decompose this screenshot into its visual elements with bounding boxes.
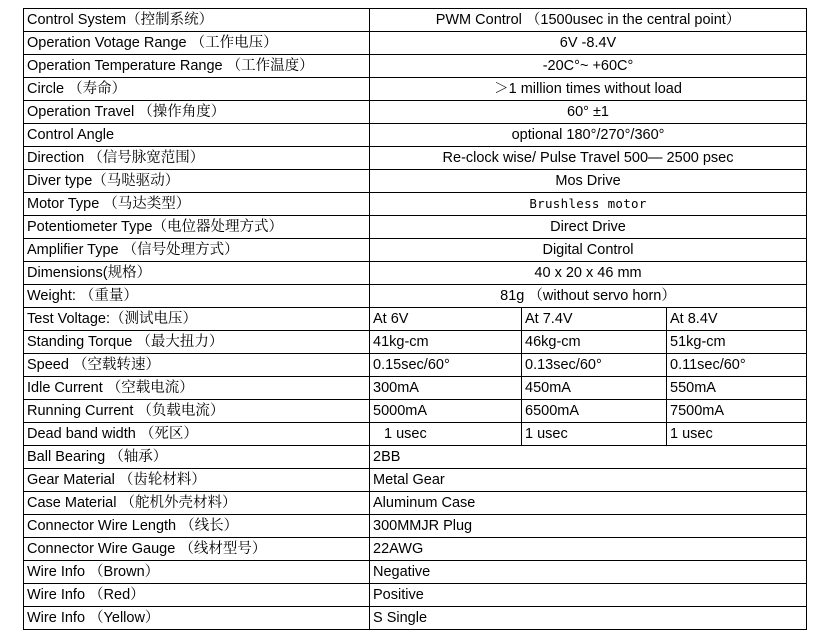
spec-label: Test Voltage:（测试电压） [24, 308, 370, 331]
spec-label: Weight: （重量） [24, 285, 370, 308]
spec-value-8v4: At 8.4V [667, 308, 807, 331]
spec-row-motor-type [24, 193, 807, 216]
spec-label: Case Material （舵机外壳材料） [24, 492, 370, 515]
spec-row-test-voltage [24, 308, 807, 331]
spec-value: Direct Drive [370, 216, 807, 239]
spec-value: 300MMJR Plug [370, 515, 807, 538]
spec-value-7v4: 1 usec [522, 423, 667, 446]
spec-row-wire-info-yellow [24, 607, 807, 630]
spec-row-potentiometer-type [24, 216, 807, 239]
spec-label: Potentiometer Type（电位器处理方式） [24, 216, 370, 239]
spec-label: Control System（控制系统） [24, 9, 370, 32]
spec-row-gear-material [24, 469, 807, 492]
spec-value-8v4: 550mA [667, 377, 807, 400]
spec-value-6v: 41kg-cm [370, 331, 522, 354]
spec-value: Metal Gear [370, 469, 807, 492]
spec-label: Wire Info （Yellow） [24, 607, 370, 630]
spec-row-wire-info-brown [24, 561, 807, 584]
spec-row-ball-bearing [24, 446, 807, 469]
spec-row-standing-torque [24, 331, 807, 354]
spec-value-6v: 0.15sec/60° [370, 354, 522, 377]
spec-value: 60° ±1 [370, 101, 807, 124]
spec-value: Digital Control [370, 239, 807, 262]
spec-row-direction [24, 147, 807, 170]
spec-label: Standing Torque （最大扭力） [24, 331, 370, 354]
spec-value: S Single [370, 607, 807, 630]
spec-row-connector-wire-gauge [24, 538, 807, 561]
spec-label: Amplifier Type （信号处理方式） [24, 239, 370, 262]
spec-row-operation-voltage [24, 32, 807, 55]
spec-label: Diver type（马哒驱动） [24, 170, 370, 193]
spec-value-6v: 300mA [370, 377, 522, 400]
spec-value: Negative [370, 561, 807, 584]
spec-value: 22AWG [370, 538, 807, 561]
spec-row-connector-wire-length [24, 515, 807, 538]
spec-value-7v4: 46kg-cm [522, 331, 667, 354]
spec-value-6v: 5000mA [370, 400, 522, 423]
spec-value-6v: 1 usec [370, 423, 522, 446]
spec-row-amplifier-type [24, 239, 807, 262]
spec-label: Speed （空载转速） [24, 354, 370, 377]
spec-value-7v4: 450mA [522, 377, 667, 400]
spec-label: Connector Wire Gauge （线材型号） [24, 538, 370, 561]
spec-value-7v4: 6500mA [522, 400, 667, 423]
spec-value: 2BB [370, 446, 807, 469]
spec-row-wire-info-red [24, 584, 807, 607]
spec-row-speed [24, 354, 807, 377]
spec-value: ＞1 million times without load [370, 78, 807, 101]
spec-value: -20C°~ +60C° [370, 55, 807, 78]
spec-value: Aluminum Case [370, 492, 807, 515]
spec-value: 40 x 20 x 46 mm [370, 262, 807, 285]
spec-label: Gear Material （齿轮材料） [24, 469, 370, 492]
spec-row-running-current [24, 400, 807, 423]
spec-row-control-system [24, 9, 807, 32]
spec-row-dead-band-width [24, 423, 807, 446]
spec-label: Running Current （负载电流） [24, 400, 370, 423]
spec-value-8v4: 1 usec [667, 423, 807, 446]
spec-label: Dead band width （死区） [24, 423, 370, 446]
spec-row-circle [24, 78, 807, 101]
spec-row-operation-travel [24, 101, 807, 124]
spec-value-6v: At 6V [370, 308, 522, 331]
spec-label: Direction （信号脉宽范围） [24, 147, 370, 170]
spec-value-8v4: 0.11sec/60° [667, 354, 807, 377]
spec-value: Re-clock wise/ Pulse Travel 500— 2500 psec [370, 147, 807, 170]
spec-value: 6V -8.4V [370, 32, 807, 55]
servo-spec-table [23, 8, 807, 630]
spec-label: Circle （寿命） [24, 78, 370, 101]
spec-label: Motor Type （马达类型） [24, 193, 370, 216]
spec-row-dimensions [24, 262, 807, 285]
spec-value: optional 180°/270°/360° [370, 124, 807, 147]
spec-value-8v4: 51kg-cm [667, 331, 807, 354]
spec-row-driver-type [24, 170, 807, 193]
spec-value: Positive [370, 584, 807, 607]
spec-value: 81g （without servo horn） [370, 285, 807, 308]
spec-label: Wire Info （Red） [24, 584, 370, 607]
spec-label: Idle Current （空载电流） [24, 377, 370, 400]
spec-value: PWM Control （1500usec in the central point） [370, 9, 807, 32]
spec-label: Dimensions(规格） [24, 262, 370, 285]
spec-label: Operation Travel （操作角度） [24, 101, 370, 124]
spec-value-8v4: 7500mA [667, 400, 807, 423]
spec-value: Mos Drive [370, 170, 807, 193]
spec-row-idle-current [24, 377, 807, 400]
spec-value: Brushless motor [370, 193, 807, 216]
spec-label: Ball Bearing （轴承） [24, 446, 370, 469]
spec-label: Operation Votage Range （工作电压） [24, 32, 370, 55]
spec-row-operation-temperature [24, 55, 807, 78]
spec-row-case-material [24, 492, 807, 515]
spec-label: Operation Temperature Range （工作温度） [24, 55, 370, 78]
spec-row-weight [24, 285, 807, 308]
spec-value-7v4: 0.13sec/60° [522, 354, 667, 377]
spec-label: Control Angle [24, 124, 370, 147]
spec-row-control-angle [24, 124, 807, 147]
spec-value-7v4: At 7.4V [522, 308, 667, 331]
spec-label: Wire Info （Brown） [24, 561, 370, 584]
spec-label: Connector Wire Length （线长） [24, 515, 370, 538]
